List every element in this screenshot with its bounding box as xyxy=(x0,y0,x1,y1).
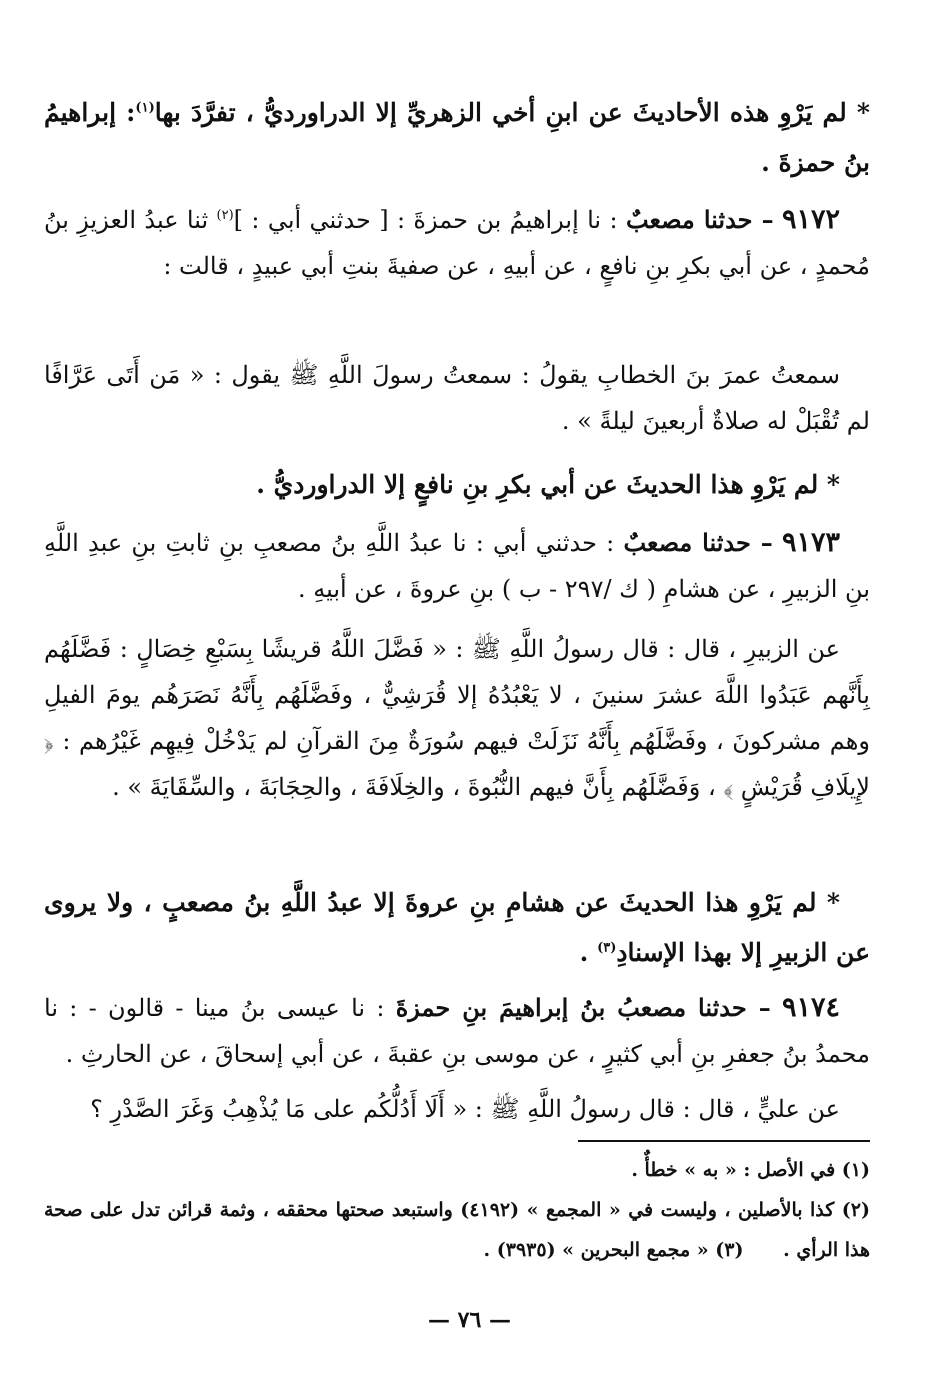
hadith-isnad: : نا إبراهيمُ بن حمزةَ : [ حدثني أبي : ] xyxy=(233,206,618,234)
footnote-ref: (١) xyxy=(135,100,155,116)
editor-note-1 xyxy=(44,88,870,188)
hadith-9173: ٩١٧٣ – حدثنا مصعبٌ : حدثني أبي : نا عبدُ اللَّهِ بنُ مصعبِ بنِ ثابتِ بنِ عبدِ اللَّهِ بنِ الزبيرِ ، عن هشامِ ( ك /٢٩٧ - ب ) بنِ عروةَ ، عن أبيهِ . xyxy=(44,527,870,603)
hadith-number: ٩١٧٤ xyxy=(781,992,840,1023)
star-icon: * xyxy=(826,888,840,917)
hadith-matn-9174 xyxy=(44,1086,870,1132)
hadith-number: ٩١٧٣ xyxy=(781,527,840,558)
hadith-9172: ٩١٧٢ – حدثنا مصعبٌ : نا إبراهيمُ بن حمزةَ : [ حدثني أبي : ]$^{(٢)}$ ثنا عبدُ العزيزِ بنُ مُحمدٍ ، عن أبي بكرِ بنِ نافعٍ ، عن أبيهِ ، عن صفيةَ بنتِ أبي عبيدٍ ، قالت : xyxy=(44,204,870,280)
footnote-number: (١) xyxy=(841,1159,870,1181)
note-text-continued: : إبراهيمُ بنُ حمزةَ . xyxy=(44,98,870,177)
hadith-isnad-continued: ثنا عبدُ العزيزِ بنُ مُحمدٍ ، عن أبي بكرِ بنِ نافعٍ ، عن أبيهِ ، عن صفيةَ بنتِ أبي عبيدٍ ، قالت : xyxy=(44,206,870,280)
hadith-lead: حدثنا مصعبُ بنُ إبراهيمَ بنِ حمزةَ xyxy=(395,993,747,1022)
footnote-ref: (٣) xyxy=(597,940,617,956)
hadith-matn-9173 xyxy=(44,626,870,810)
page-number: — ٧٦ — xyxy=(428,1307,511,1333)
footnote-2 xyxy=(44,1190,870,1270)
note-text: لم يَرْوِ هذا الحديثَ عن هشامِ بنِ عروةَ إلا عبدُ اللَّهِ بنُ مصعبٍ ، ولا يروى عن الزبيرِ إلا بهذا الإسنادِ xyxy=(44,888,870,967)
matn-text: عن الزبيرِ ، قال : قال رسولُ اللَّهِ ﷺ : « فَضَّلَ اللَّهُ قريشًا بِسَبْعِ خِصَالٍ : فَضَّلَهُم بِأَنَّهم عَبَدُوا اللَّهَ عشرَ سنينَ ، لا يَعْبُدُهُ إلا قُرَشِيٌّ ، وفَضَّلَهُم بِأَنَّهُ نَصَرَهُم يومَ الفيلِ وهم مشركونَ ، وفَضَّلَهُم بِأَنَّهُ نَزَلَتْ فيهم سُورَةٌ مِنَ القرآنِ لم يَدْخُلْ فِيهِم غَيْرُهم : ﴿ لإِيلَافِ قُرَيْشٍ ﴾ ، وَفَضَّلَهُم بِأَنَّ فيهم النُّبُوةَ ، والخِلَافَةَ ، والحِجَابَةَ ، والسِّقَايَةَ » . xyxy=(44,635,870,801)
footnote-ref: (٢) xyxy=(216,208,234,223)
matn-text: سمعتُ عمرَ بنَ الخطابِ يقولُ : سمعتُ رسولَ اللَّهِ ﷺ يقول : « مَن أَتَى عَرَّافًا لم تُقْبَلْ له صلاةٌ أربعينَ ليلةً » . xyxy=(44,361,870,435)
footnote-text: كذا بالأصلين ، وليست في « المجمع » (٤١٩٢) واستبعد صحتها محققه ، وثمة قرائن تدل على صحة هذا الرأي . xyxy=(44,1199,870,1261)
editor-note-2 xyxy=(44,460,870,510)
hadith-isnad: : حدثني أبي : نا عبدُ اللَّهِ بنُ مصعبِ بنِ ثابتِ بنِ عبدِ اللَّهِ بنِ الزبيرِ ، عن هشامِ ( ك /٢٩٧ - ب ) بنِ عروةَ ، عن أبيهِ . xyxy=(44,529,870,603)
note-text-continued: . xyxy=(579,938,598,967)
hadith-lead: حدثنا مصعبٌ xyxy=(623,528,751,557)
footnotes xyxy=(44,1150,870,1270)
star-icon: * xyxy=(826,470,840,499)
footnote-text: « مجمع البحرين » (٣٩٣٥) . xyxy=(483,1239,709,1261)
footnote-number: (٢) xyxy=(841,1199,870,1221)
footnote-1 xyxy=(44,1150,870,1190)
star-icon: * xyxy=(856,98,870,127)
hadith-lead: حدثنا مصعبٌ xyxy=(625,205,753,234)
note-text: لم يَرْوِ هذه الأحاديثَ عن ابنِ أخي الزهريِّ إلا الدراورديُّ ، تفرَّدَ بها xyxy=(154,98,847,127)
note-text: لم يَرْوِ هذا الحديثَ عن أبي بكرِ بنِ نافعٍ إلا الدراورديُّ . xyxy=(256,470,819,499)
footnote-divider xyxy=(578,1140,870,1142)
hadith-isnad: : نا عيسى بنُ مينا - قالون - : نا محمدُ بنُ جعفرِ بنِ أبي كثيرٍ ، عن موسى بنِ عقبةَ ، عن أبي إسحاقَ ، عن الحارثِ . xyxy=(44,994,870,1068)
hadith-number: ٩١٧٢ xyxy=(781,204,840,235)
hadith-9174: ٩١٧٤ – حدثنا مصعبُ بنُ إبراهيمَ بنِ حمزةَ : نا عيسى بنُ مينا - قالون - : نا محمدُ بنُ جعفرِ بنِ أبي كثيرٍ ، عن موسى بنِ عقبةَ ، عن أبي إسحاقَ ، عن الحارثِ . xyxy=(44,992,870,1068)
matn-text: عن عليٍّ ، قال : قال رسولُ اللَّهِ ﷺ : « أَلَا أَدُلُّكُم على مَا يُذْهِبُ وَغَرَ الصَّدْرِ ؟ xyxy=(90,1095,840,1123)
hadith-matn-9172 xyxy=(44,352,870,444)
footnote-number: (٣) xyxy=(715,1239,744,1261)
footnote-text: في الأصل : « به » خطأٌ . xyxy=(631,1159,836,1181)
editor-note-3 xyxy=(44,878,870,978)
